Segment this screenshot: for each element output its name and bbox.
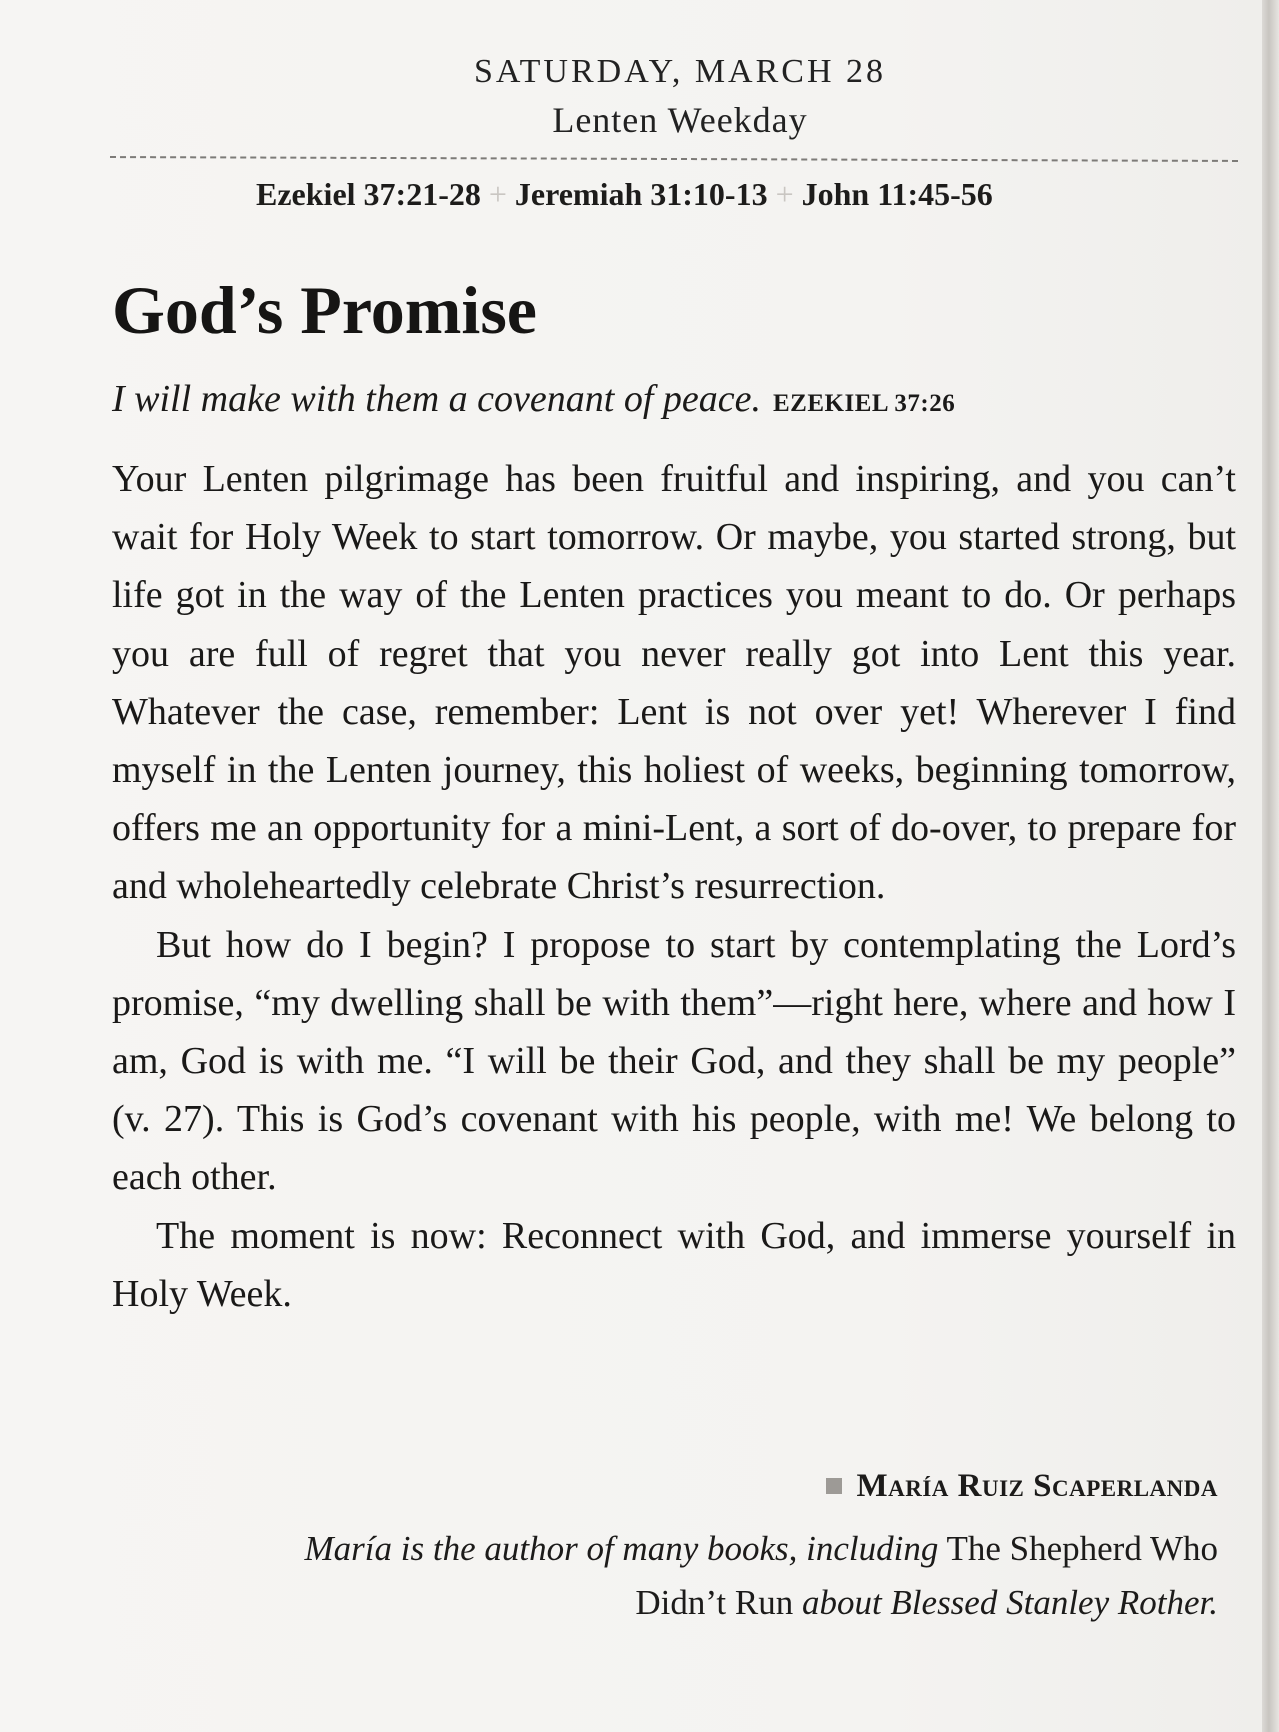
paragraph-2: But how do I begin? I propose to start by contemplating the Lord’s promise, “my dwelling shall be with them”—right here, where and how I am, God is with me. “I will be their God, and they shall be my people” (v. 27). This is God’s covenant with his people, with me! We belong to each other. bbox=[112, 923, 1236, 1199]
page-title: God’s Promise bbox=[112, 272, 537, 348]
reading-separator: + bbox=[775, 176, 794, 212]
reading-1: Ezekiel 37:21-28 bbox=[256, 176, 481, 212]
page-header bbox=[0, 52, 1279, 142]
author-name: María Ruiz Scaperlanda bbox=[856, 1468, 1218, 1504]
header-divider bbox=[110, 156, 1238, 162]
epigraph-quote: I will make with them a covenant of peace. bbox=[112, 378, 761, 420]
date-heading: SATURDAY, MARCH 28 bbox=[473, 53, 887, 90]
paragraph-3: The moment is now: Reconnect with God, and immerse yourself in Holy Week. bbox=[112, 1214, 1236, 1315]
epigraph bbox=[112, 376, 1232, 427]
observance-heading: Lenten Weekday bbox=[552, 100, 808, 140]
reading-2: Jeremiah 31:10-13 bbox=[514, 176, 768, 212]
bullet-square-icon bbox=[826, 1478, 842, 1494]
author-bio bbox=[218, 1522, 1218, 1630]
paragraph-1: Your Lenten pilgrimage has been fruitful and inspiring, and you can’t wait for Holy Week to start tomorrow. Or maybe, you started strong, but life got in the way of the Lenten practices you meant to do. Or perhaps you are full of regret that you never really got into Lent this year. Whatever the case, remember: Lent is not over yet! Wherever I find myself in the Lenten journey, this holiest of weeks, beginning tomorrow, offers me an opportunity for a mini-Lent, a sort of do-over, to prepare for and wholeheartedly celebrate Christ’s resurrection. bbox=[112, 458, 1236, 908]
readings-line bbox=[256, 174, 1126, 214]
book-title: The Shepherd Who Didn’t Run bbox=[635, 1529, 1218, 1622]
epigraph-reference: EZEKIEL 37:26 bbox=[773, 390, 956, 417]
author-signature bbox=[826, 1466, 1218, 1506]
page-edge bbox=[1262, 0, 1279, 1732]
reflection-body bbox=[112, 450, 1236, 1323]
reading-3: John 11:45-56 bbox=[801, 176, 993, 212]
bio-text-1: María is the author of many books, including bbox=[304, 1529, 939, 1568]
bio-text-2: about Blessed Stanley Rother. bbox=[801, 1583, 1218, 1622]
reading-separator: + bbox=[488, 176, 507, 212]
